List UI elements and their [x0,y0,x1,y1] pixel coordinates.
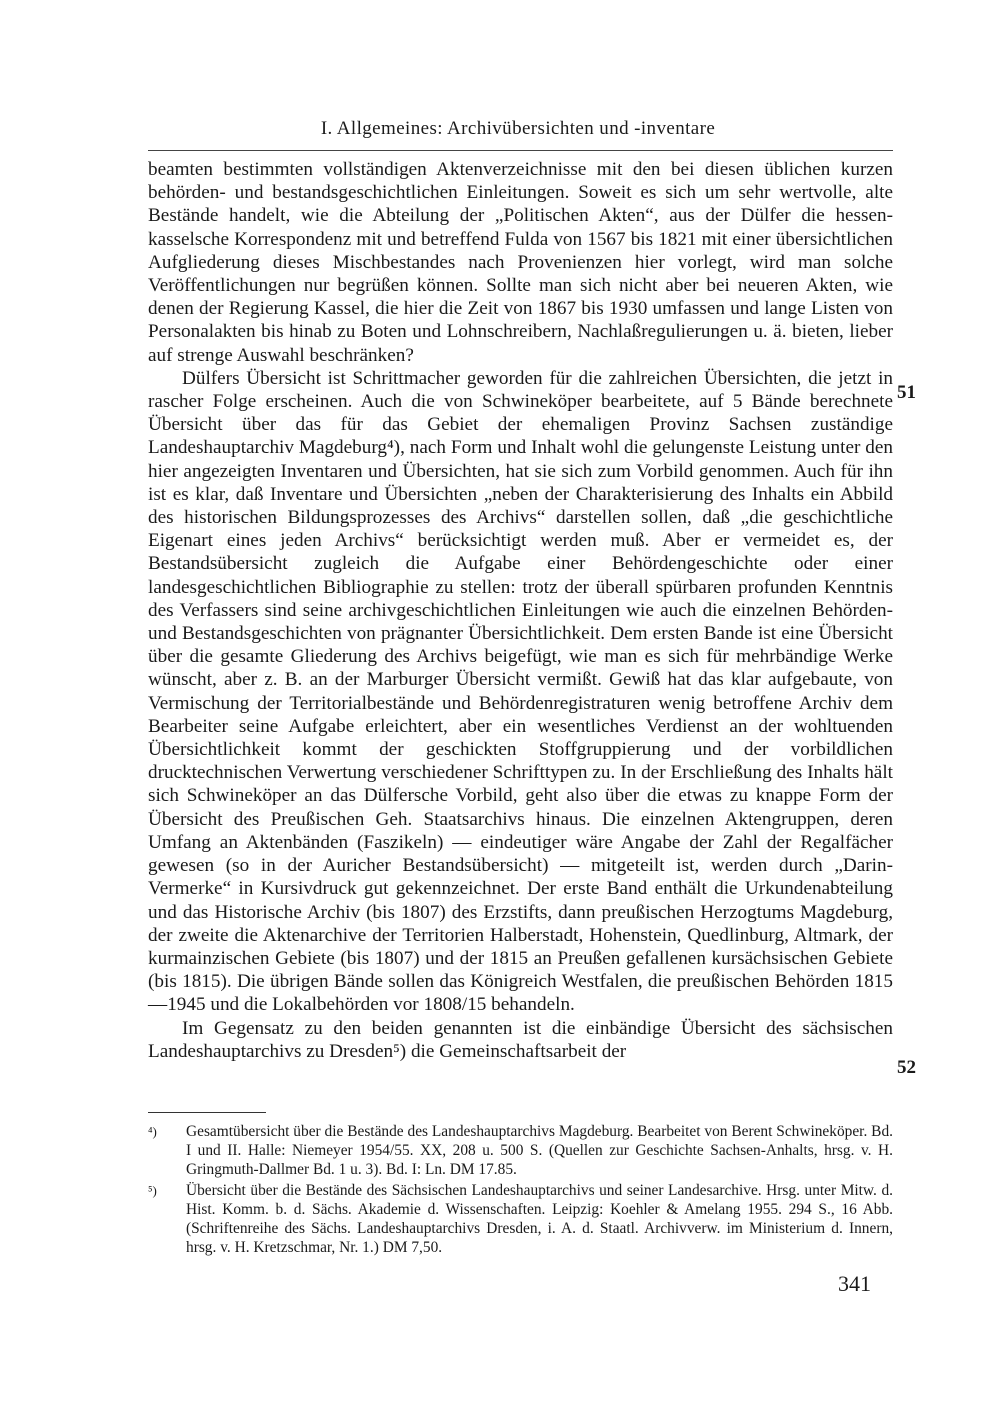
page-number: 341 [838,1271,871,1296]
paragraph-1: beamten bestimmten vollständigen Aktenverzeichnisse mit den bei diesen üblichen kurzen behörden- und bestandsgeschichtlichen Einleitungen. Soweit es sich um sehr wertvolle, alte Bestände handelt, wie die Abteilung der „Politischen Akten“, aus der Dülfer die hessen-kasselsche Korrespondenz mit und betreffend Fulda von 1567 bis 1821 mit einer übersichtlichen Aufgliederung dieses Mischbestandes nach Provenienzen hier vorlegt, wird man solche Veröffentlichungen nur begrüßen können. Sollte man sich nicht aber bei neueren Akten, wie denen der Regierung Kassel, die hier die Zeit von 1867 bis 1930 umfassen und lange Listen von Personalakten bis hinab zu Boten und Lohnschreibern, Nachlaßregulierungen u. ä. bieten, lieber auf strenge Auswahl beschränken? [148,159,893,366]
running-head: I. Allgemeines: Archivübersichten und -inventare [320,118,716,139]
paragraph-3: Im Gegensatz zu den beiden genannten ist die einbändige Übersicht des sächsischen Landeshauptarchivs zu Dresden⁵) die Gemeinschaftsarbeit der [148,1017,893,1062]
body-text [148,158,893,1063]
footnote-5 [148,1181,893,1257]
footnote-mark: ⁴) [148,1124,157,1139]
header-rule [148,150,893,151]
paragraph-2: Dülfers Übersicht ist Schrittmacher geworden für die zahlreichen Übersichten, die jetzt in rascher Folge erscheinen. Auch die von Schwineköper bearbeitete, auf 5 Bände berechnete Übersicht über das für das Gebiet der ehemaligen Provinz Sachsen zuständige Landeshauptarchiv Magdeburg⁴), nach Form und Inhalt wohl die gelungenste Leistung unter den hier angezeigten Inventaren und Übersichten, hat sie sich zum Vorbild genommen. Auch für ihn ist es klar, daß Inventare und Übersichten „neben der Charakterisierung des Inhalts ein Abbild des historischen Bildungsprozesses des Archivs“ darstellen sollen, daß „die geschichtliche Eigenart eines jeden Archivs“ berücksichtigt werden muß. Aber er vermeidet es, der Bestandsübersicht zugleich die Aufgabe einer Behördengeschichte oder einer landesgeschichtlichen Bibliographie zu stellen: trotz der überall spürbaren profunden Kenntnis des Verfassers sind seine archivgeschichtlichen Einleitungen wie auch die einzelnen Behörden- und Bestandsgeschichten von prägnanter Übersichtlichkeit. Dem ersten Bande ist eine Übersicht über die gesamte Gliederung des Archivs beigefügt, wie man es sich für mehrbändige Werke wünscht, aber z. B. an der Marburger Übersicht vermißt. Gewiß hat das klar aufgebaute, von Vermischung der Territorialbestände und Behördenregistraturen wenig betroffene Archiv dem Bearbeiter seine Aufgabe erleichtert, aber ein wesentliches Verdienst an der wohltuenden Übersichtlichkeit kommt der geschickten Stoffgruppierung und der vorbildlichen drucktechnischen Verwertung verschiedener Schrifttypen zu. In der Erschließung des Inhalts hält sich Schwineköper an das Dülfersche Vorbild, geht also über die etwas zu knappe Form der Übersicht des Preußischen Geh. Staatsarchivs hinaus. Die einzelnen Aktengruppen, deren Umfang an Aktenbänden (Faszikeln) — eindeutiger wäre Angabe der Zahl der Regalfächer gewesen (so in der Auricher Bestandsübersicht) — mitgeteilt ist, werden durch „Darin-Vermerke“ in Kursivdruck gut gekennzeichnet. Der erste Band enthält die Urkundenabteilung und das Historische Archiv (bis 1807) des Erzstifts, dann preußischen Herzogtums Magdeburg, der zweite die Aktenarchive der Territorien Halberstadt, Hohenstein, Quedlinburg, Altmark, der kurmainzischen Gebiete (bis 1807) und der 1815 an Preußen gefallenen kursächsischen Gebiete (bis 1815). Die übrigen Bände sollen das Königreich Westfalen, die preußischen Behörden 1815—1945 und die Lokalbehörden vor 1808/15 behandeln. [148,367,893,1016]
footnote-text: Übersicht über die Bestände des Sächsischen Landeshauptarchivs und seiner Landesarchive. Hrsg. unter Mitw. d. Hist. Komm. b. d. Sächs. Akademie d. Wissenschaften. Leipzig: Koehler & Amelang 1955. 294 S., 16 Abb. (Schriftenreihe des Sächs. Landeshauptarchivs Dresden, i. A. d. Staatl. Archivverw. im Ministerium d. Innern, hrsg. v. H. Kretzschmar, Nr. 1.) DM 7,50. [186,1182,893,1256]
footnote-rule [148,1112,266,1113]
margin-number-51: 51 [897,382,916,403]
footnote-text: Gesamtübersicht über die Bestände des Landeshauptarchivs Magdeburg. Bearbeitet von Berent Schwineköper. Bd. I und II. Halle: Niemeyer 1954/55. XX, 208 u. 500 S. (Quellen zur Geschichte Sachsen-Anhalts, hrsg. v. H. Gringmuth-Dallmer Bd. 1 u. 3). Bd. I: Ln. DM 17.85. [186,1123,893,1178]
footnotes [148,1122,893,1259]
footnote-4 [148,1122,893,1179]
margin-number-52: 52 [897,1057,916,1078]
footnote-mark: ⁵) [148,1183,157,1198]
